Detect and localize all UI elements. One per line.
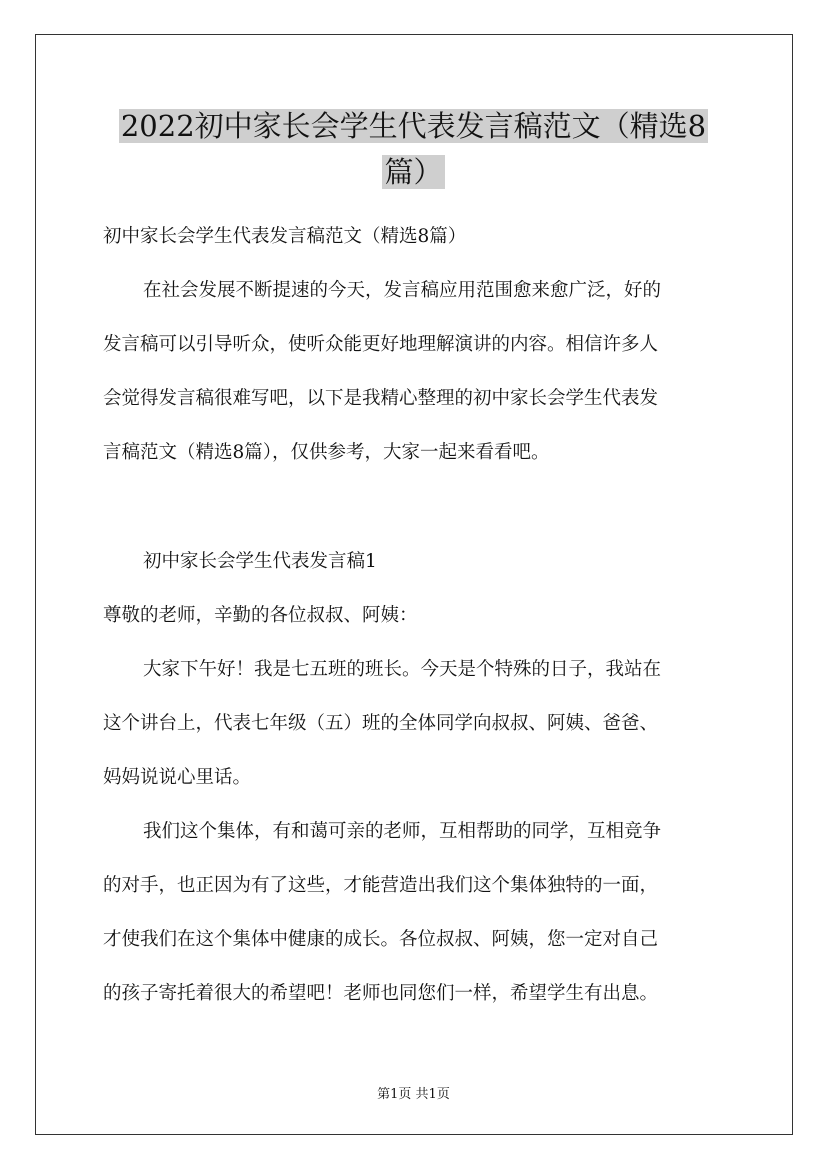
- paragraph-line: 言稿范文（精选8篇），仅供参考，大家一起来看看吧。: [103, 442, 550, 463]
- paragraph-line: 发言稿可以引导听众，使听众能更好地理解演讲的内容。相信许多人: [103, 334, 659, 355]
- document-title: [0, 103, 827, 195]
- paragraph-line: 大家下午好！我是七五班的班长。今天是个特殊的日子，我站在: [143, 659, 662, 680]
- title-line-1: 2022初中家长会学生代表发言稿范文（精选8: [120, 109, 707, 143]
- title-line-2: 篇）: [384, 155, 443, 189]
- paragraph-line: 的孩子寄托着很大的希望吧！老师也同您们一样，希望学生有出息。: [103, 983, 659, 1004]
- paragraph-line: 妈妈说说心里话。: [103, 767, 252, 788]
- salutation: 尊敬的老师，辛勤的各位叔叔、阿姨：: [103, 605, 418, 626]
- paragraph-line: 会觉得发言稿很难写吧，以下是我精心整理的初中家长会学生代表发: [103, 388, 659, 409]
- paragraph-line: 的对手，也正因为有了这些，才能营造出我们这个集体独特的一面，: [103, 875, 659, 896]
- section-heading: 初中家长会学生代表发言稿1: [143, 551, 377, 572]
- subtitle: 初中家长会学生代表发言稿范文（精选8篇）: [103, 226, 467, 247]
- page-number: 第1页 共1页: [377, 1087, 450, 1102]
- paragraph-line: 这个讲台上，代表七年级（五）班的全体同学向叔叔、阿姨、爸爸、: [103, 713, 659, 734]
- page-border: [35, 34, 793, 1135]
- paragraph-line: 在社会发展不断提速的今天，发言稿应用范围愈来愈广泛，好的: [143, 280, 662, 301]
- paragraph-line: 我们这个集体，有和蔼可亲的老师，互相帮助的同学，互相竞争: [143, 821, 662, 842]
- paragraph-line: 才使我们在这个集体中健康的成长。各位叔叔、阿姨，您一定对自己: [103, 929, 659, 950]
